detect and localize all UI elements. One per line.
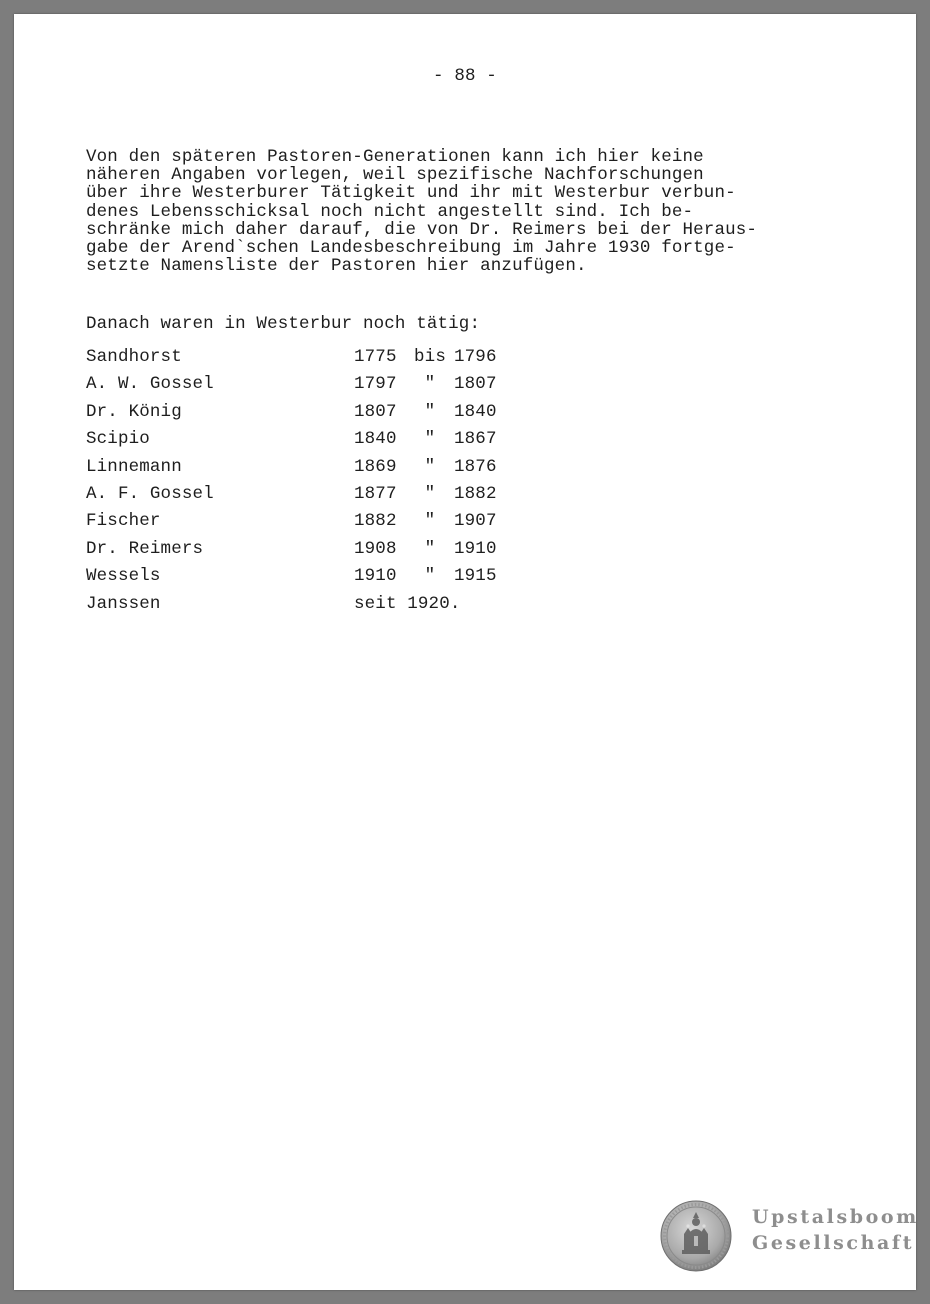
paragraph-line: denes Lebensschicksal noch nicht angestellt sind. Ich be-	[86, 201, 694, 222]
pastor-separator: "	[424, 566, 436, 587]
pastor-to-year: 1907	[454, 511, 497, 532]
pastor-from-year: 1840	[354, 429, 397, 450]
pastor-to-year: 1910	[454, 538, 497, 559]
list-intro: Danach waren in Westerbur noch tätig:	[86, 314, 481, 334]
body-paragraph	[86, 148, 816, 275]
pastor-list	[86, 347, 514, 621]
pastor-name: Sandhorst	[86, 347, 182, 367]
pastor-to-year: 1882	[454, 483, 497, 504]
pastor-to-year: 1915	[454, 566, 497, 587]
pastor-from-year: 1877	[354, 483, 397, 504]
upstalsboom-logo	[660, 1200, 919, 1274]
pastor-row	[86, 457, 514, 484]
seal-icon	[660, 1200, 732, 1272]
pastor-separator: "	[424, 456, 436, 477]
pastor-separator: "	[424, 538, 436, 559]
pastor-name: Wessels	[86, 566, 161, 587]
pastor-to-year: 1796	[454, 347, 497, 367]
page-number: - 88 -	[433, 66, 497, 86]
pastor-name: Fischer	[86, 511, 161, 532]
paragraph-line: über ihre Westerburer Tätigkeit und ihr mit Westerbur verbun-	[86, 183, 736, 204]
pastor-to-year: 1840	[454, 401, 497, 422]
pastor-since: seit 1920.	[354, 593, 461, 614]
pastor-name: Scipio	[86, 429, 150, 450]
pastor-separator: "	[424, 374, 436, 395]
pastor-separator: "	[424, 429, 436, 450]
pastor-name: Dr. Reimers	[86, 538, 204, 559]
pastor-separator: "	[424, 483, 436, 504]
brand-line-2: Gesellschaft	[752, 1232, 915, 1254]
pastor-to-year: 1867	[454, 429, 497, 450]
pastor-row	[86, 374, 514, 401]
paragraph-line: Von den späteren Pastoren-Generationen kann ich hier keine	[86, 147, 704, 167]
pastor-name: A. F. Gossel	[86, 483, 214, 504]
pastor-name: A. W. Gossel	[86, 374, 214, 395]
pastor-separator: "	[424, 511, 436, 532]
brand-line-1: Upstalsboom	[752, 1206, 919, 1228]
pastor-name: Dr. König	[86, 401, 182, 422]
pastor-from-year: 1869	[354, 456, 397, 477]
pastor-name: Linnemann	[86, 456, 182, 477]
pastor-from-year: 1908	[354, 538, 397, 559]
pastor-row	[86, 511, 514, 538]
pastor-row	[86, 347, 514, 374]
pastor-name: Janssen	[86, 593, 161, 614]
paragraph-line: gabe der Arend`schen Landesbeschreibung im Jahre 1930 fortge-	[86, 238, 736, 259]
pastor-from-year: 1797	[354, 374, 397, 395]
pastor-from-year: 1910	[354, 566, 397, 587]
pastor-row	[86, 594, 514, 621]
pastor-separator: "	[424, 401, 436, 422]
pastor-from-year: 1882	[354, 511, 397, 532]
pastor-from-year: 1807	[354, 401, 397, 422]
pastor-to-year: 1876	[454, 456, 497, 477]
document-page	[14, 14, 919, 1290]
paragraph-line: näheren Angaben vorlegen, weil spezifische Nachforschungen	[86, 165, 704, 186]
paragraph-line: setzte Namensliste der Pastoren hier anzufügen.	[86, 256, 587, 277]
brand-name	[752, 1204, 919, 1256]
pastor-from-year: 1775	[354, 347, 397, 367]
pastor-row	[86, 429, 514, 456]
pastor-to-year: 1807	[454, 374, 497, 395]
pastor-row	[86, 566, 514, 593]
pastor-row	[86, 484, 514, 511]
pastor-separator: bis	[414, 347, 446, 367]
pastor-row	[86, 402, 514, 429]
pastor-row	[86, 539, 514, 566]
paragraph-line: schränke mich daher darauf, die von Dr. Reimers bei der Heraus-	[86, 219, 758, 240]
